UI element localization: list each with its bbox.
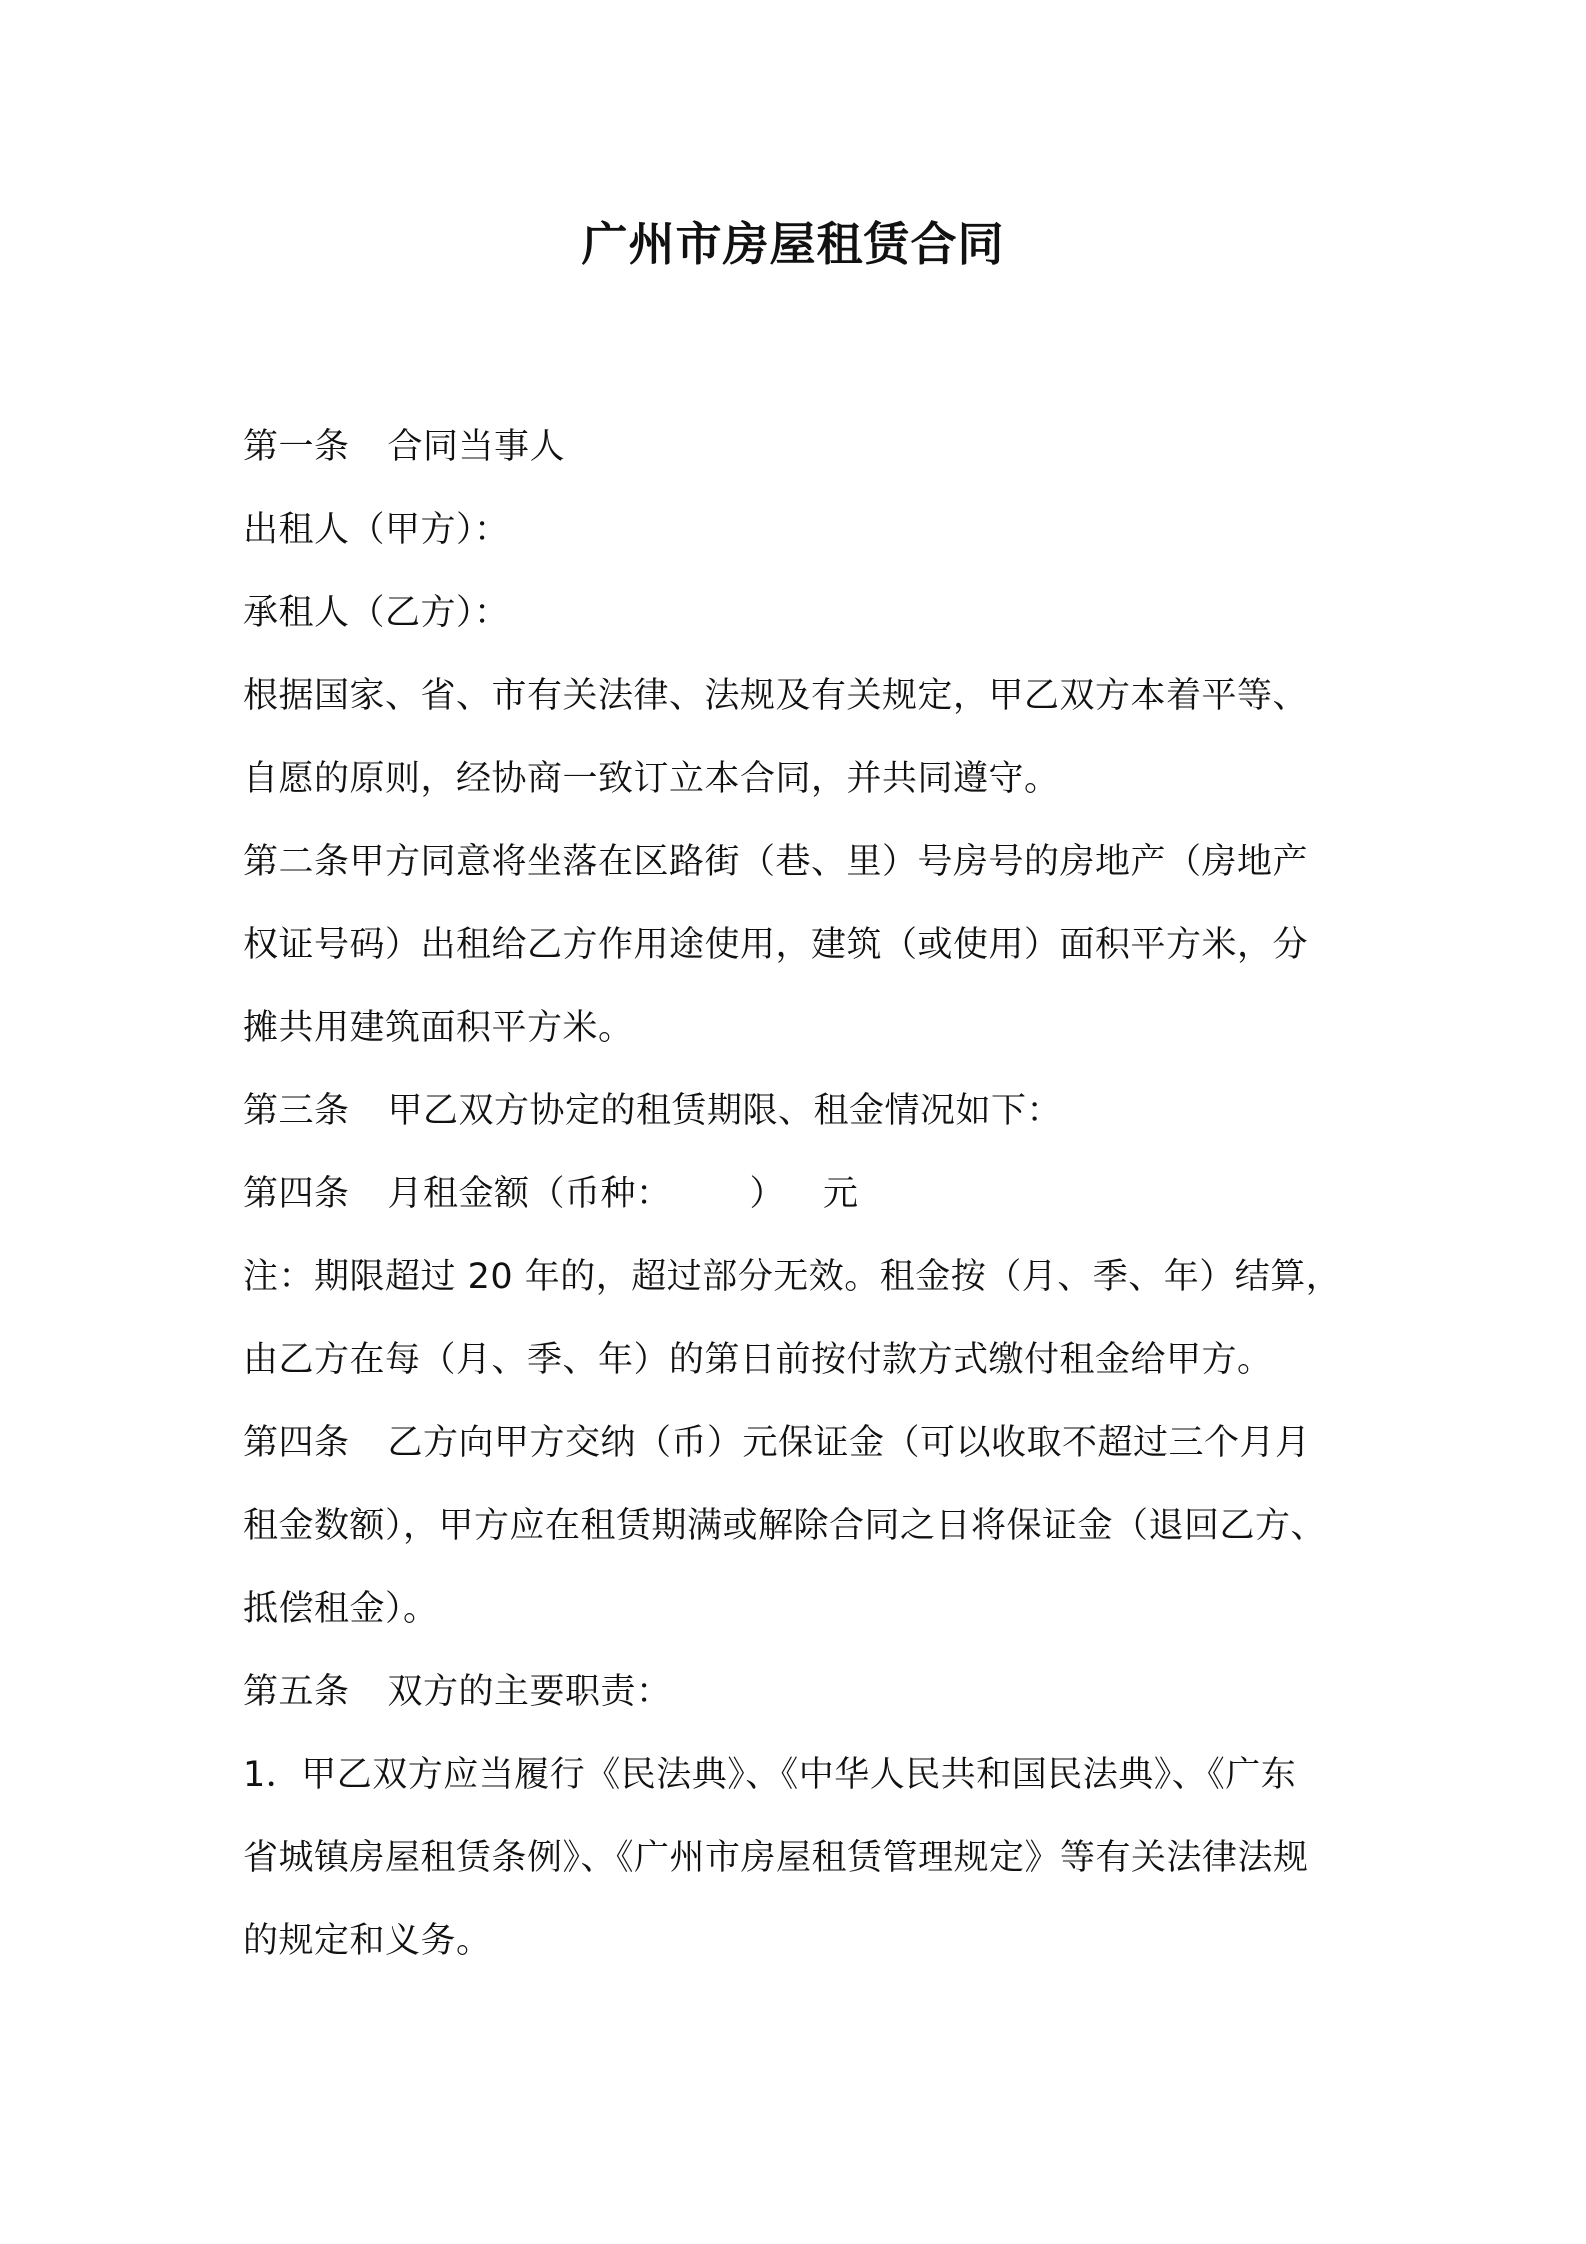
article-2-line: 第二条甲方同意将坐落在区路街（巷、里）号房号的房地产（房地产 xyxy=(243,842,1309,882)
lessee-line: 承租人（乙方）： xyxy=(243,593,510,633)
article-title: 合同当事人 xyxy=(387,427,566,467)
article-4-rent-line xyxy=(243,1153,1373,1236)
paragraph-line: 租金数额），甲方应在租赁期满或解除合同之日将保证金（退回乙方、 xyxy=(243,1506,1327,1546)
paragraph-line: 的规定和义务。 xyxy=(243,1921,492,1961)
article-title: 甲乙双方协定的租赁期限、租金情况如下： xyxy=(387,1091,1063,1131)
article-text: 乙方向甲方交纳（币）元保证金（可以收取不超过三个月月 xyxy=(387,1423,1311,1463)
article-5-heading xyxy=(243,1651,1373,1734)
lessor-line: 出租人（甲方）： xyxy=(243,510,510,550)
article-1-heading xyxy=(243,406,1373,489)
paragraph-line: 由乙方在每（月、季、年）的第日前按付款方式缴付租金给甲方。 xyxy=(243,1340,1273,1380)
paragraph-line: 省城镇房屋租赁条例》、《广州市房屋租赁管理规定》等有关法律法规 xyxy=(243,1838,1309,1878)
paragraph-line: 根据国家、省、市有关法律、法规及有关规定，甲乙双方本着平等、 xyxy=(243,676,1309,716)
contract-body xyxy=(243,406,1373,1983)
paragraph-line: 抵偿租金）。 xyxy=(243,1589,439,1629)
article-number: 第五条 xyxy=(243,1672,350,1712)
clause-1-line: 1．甲乙双方应当履行《民法典》、《中华人民共和国民法典》、《广东 xyxy=(243,1755,1297,1795)
article-number: 第四条 xyxy=(243,1423,350,1463)
paragraph-line: 摊共用建筑面积平方米。 xyxy=(243,1008,634,1048)
article-number: 第三条 xyxy=(243,1091,350,1131)
article-3-heading xyxy=(243,1070,1373,1153)
note-line: 注：期限超过 20 年的，超过部分无效。租金按（月、季、年）结算， xyxy=(243,1257,1342,1297)
article-title: 双方的主要职责： xyxy=(387,1672,672,1712)
paragraph-line: 权证号码）出租给乙方作用途使用，建筑（或使用）面积平方米，分 xyxy=(243,925,1309,965)
paragraph-line: 自愿的原则，经协商一致订立本合同，并共同遵守。 xyxy=(243,759,1060,799)
yuan-label: 元 xyxy=(823,1174,859,1214)
article-number: 第一条 xyxy=(243,427,350,467)
article-number: 第四条 xyxy=(243,1174,350,1214)
rent-label: 月租金额（币种： xyxy=(387,1174,672,1214)
article-4-deposit-line xyxy=(243,1402,1373,1485)
closing-paren: ） xyxy=(749,1174,786,1214)
document-title: 广州市房屋租赁合同 xyxy=(581,217,1005,271)
